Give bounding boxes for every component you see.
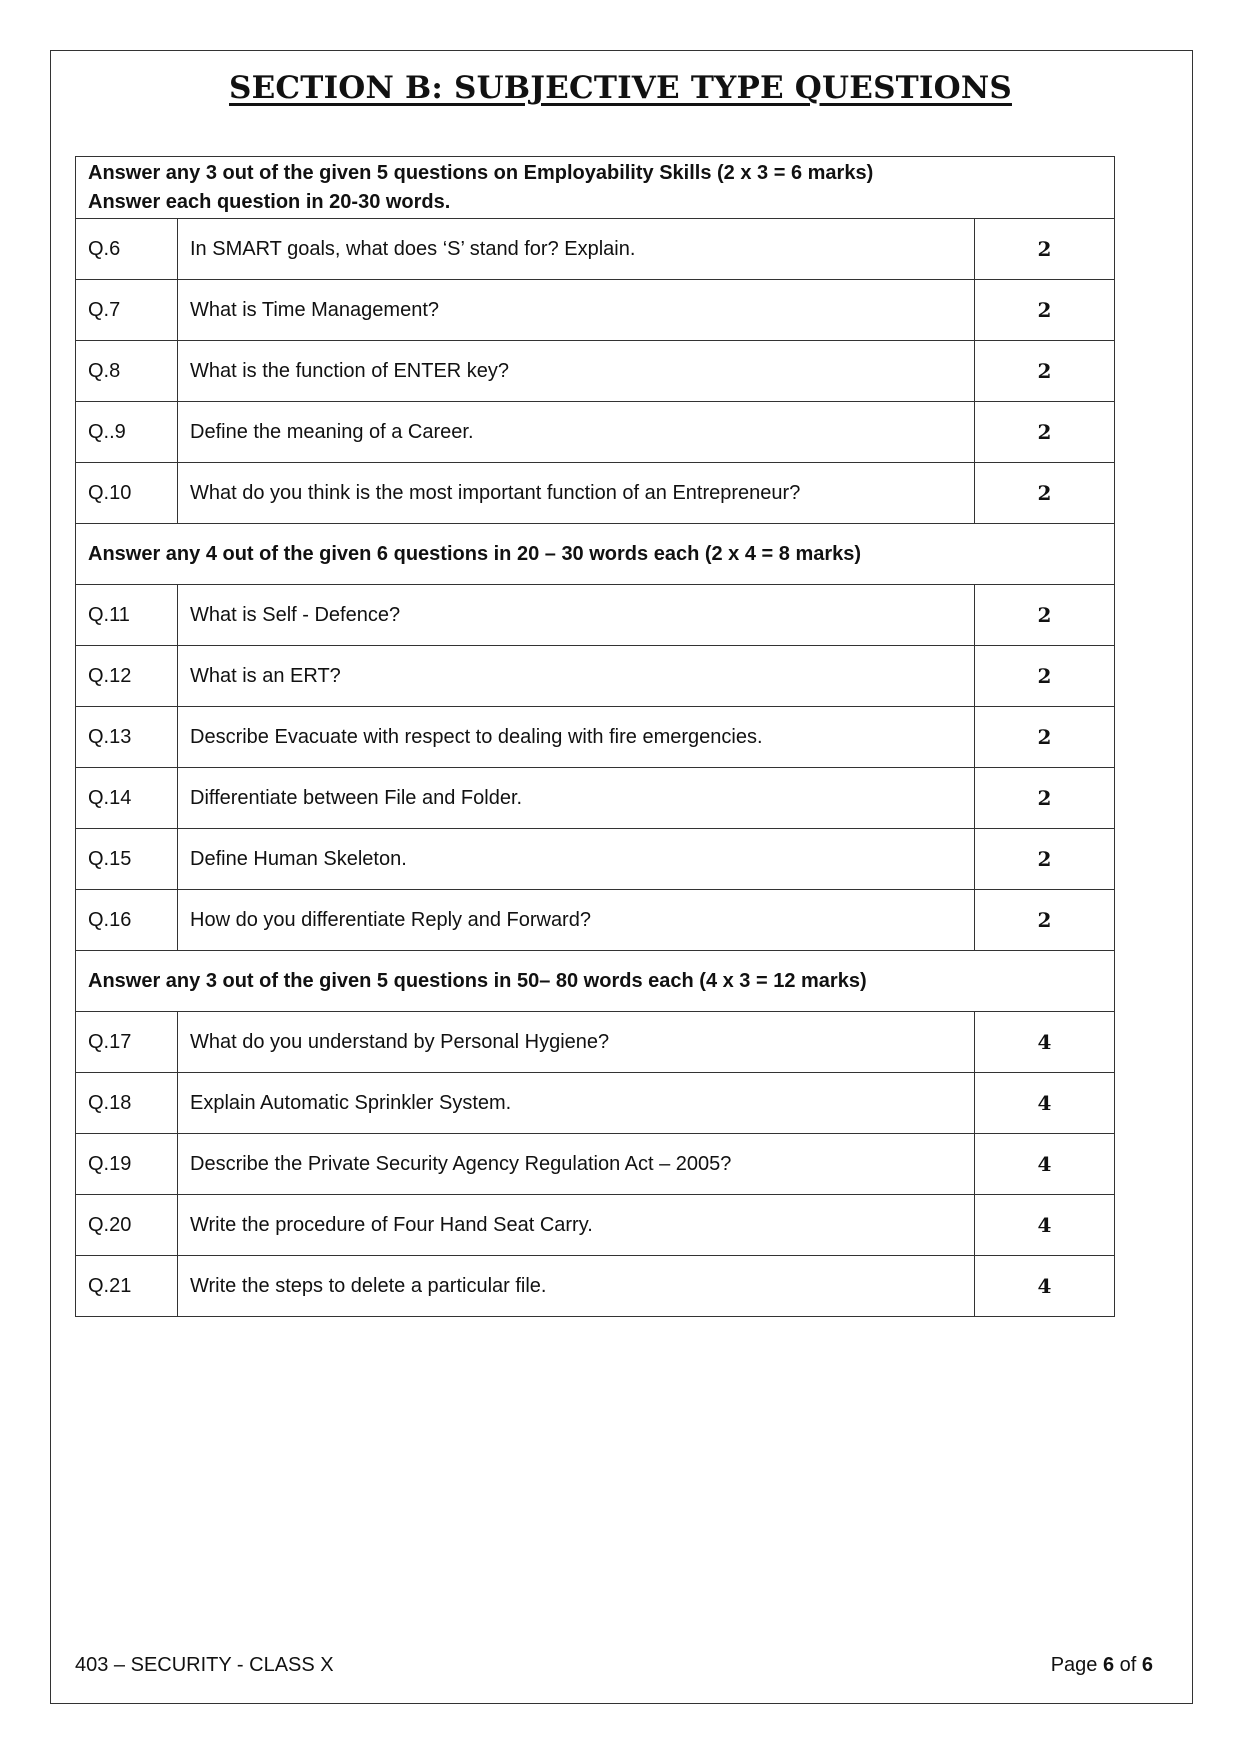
question-number: Q.8 — [76, 341, 178, 402]
question-marks: 2 — [975, 402, 1115, 463]
question-marks: 2 — [975, 829, 1115, 890]
question-marks: 2 — [975, 890, 1115, 951]
table-row — [76, 890, 1115, 951]
question-number: Q..9 — [76, 402, 178, 463]
question-text: How do you differentiate Reply and Forward? — [178, 890, 975, 951]
page-current: 6 — [1102, 1654, 1115, 1676]
question-marks: 2 — [975, 646, 1115, 707]
question-text: Write the steps to delete a particular file. — [178, 1256, 975, 1317]
question-text: Describe Evacuate with respect to dealing with fire emergencies. — [178, 707, 975, 768]
group-header-row — [76, 157, 1115, 219]
table-row — [76, 341, 1115, 402]
question-marks: 2 — [975, 585, 1115, 646]
table-row — [76, 219, 1115, 280]
table-row — [76, 829, 1115, 890]
question-number: Q.20 — [76, 1195, 178, 1256]
table-row — [76, 280, 1115, 341]
group-header: Answer any 3 out of the given 5 questions in 50– 80 words each (4 x 3 = 12 marks) — [76, 951, 1115, 1012]
question-number: Q.6 — [76, 219, 178, 280]
question-number: Q.15 — [76, 829, 178, 890]
table-row — [76, 1134, 1115, 1195]
question-marks: 4 — [975, 1256, 1115, 1317]
table-row — [76, 768, 1115, 829]
table-row — [76, 1195, 1115, 1256]
questions-table — [75, 156, 1115, 1317]
group-header-row — [76, 524, 1115, 585]
group-instruction-sub: Answer each question in 20-30 words. — [88, 190, 451, 213]
page-total: 6 — [1141, 1654, 1153, 1676]
question-text: Define Human Skeleton. — [178, 829, 975, 890]
question-text: Explain Automatic Sprinkler System. — [178, 1073, 975, 1134]
table-row — [76, 463, 1115, 524]
question-marks: 2 — [975, 707, 1115, 768]
question-number: Q.17 — [76, 1012, 178, 1073]
question-number: Q.11 — [76, 585, 178, 646]
question-marks: 4 — [975, 1134, 1115, 1195]
question-marks: 2 — [975, 341, 1115, 402]
question-text: What do you think is the most important function of an Entrepreneur? — [178, 463, 975, 524]
question-text: What is Time Management? — [178, 280, 975, 341]
question-marks: 2 — [975, 280, 1115, 341]
question-marks: 4 — [975, 1073, 1115, 1134]
question-number: Q.14 — [76, 768, 178, 829]
group-header: Answer any 4 out of the given 6 questions in 20 – 30 words each (2 x 4 = 8 marks) — [76, 524, 1115, 585]
group-header — [76, 157, 1115, 219]
page-middle: of — [1114, 1654, 1142, 1676]
question-text: What is Self - Defence? — [178, 585, 975, 646]
group-header-row — [76, 951, 1115, 1012]
question-text: What do you understand by Personal Hygiene? — [178, 1012, 975, 1073]
question-text: Write the procedure of Four Hand Seat Carry. — [178, 1195, 975, 1256]
footer-course-label: 403 – SECURITY - CLASS X — [75, 1654, 334, 1676]
page-prefix: Page — [1050, 1654, 1103, 1676]
question-number: Q.19 — [76, 1134, 178, 1195]
table-row — [76, 1073, 1115, 1134]
question-number: Q.16 — [76, 890, 178, 951]
question-text: In SMART goals, what does ‘S’ stand for? Explain. — [178, 219, 975, 280]
question-marks: 2 — [975, 768, 1115, 829]
question-text: Describe the Private Security Agency Regulation Act – 2005? — [178, 1134, 975, 1195]
section-title: SECTION B: SUBJECTIVE TYPE QUESTIONS — [229, 70, 1012, 106]
question-number: Q.18 — [76, 1073, 178, 1134]
question-number: Q.10 — [76, 463, 178, 524]
question-number: Q.7 — [76, 280, 178, 341]
question-text: Define the meaning of a Career. — [178, 402, 975, 463]
question-number: Q.21 — [76, 1256, 178, 1317]
table-row — [76, 646, 1115, 707]
question-text: What is the function of ENTER key? — [178, 341, 975, 402]
table-row — [76, 707, 1115, 768]
question-marks: 2 — [975, 463, 1115, 524]
question-marks: 4 — [975, 1195, 1115, 1256]
question-marks: 2 — [975, 219, 1115, 280]
table-row — [76, 1012, 1115, 1073]
table-row — [76, 1256, 1115, 1317]
table-row — [76, 402, 1115, 463]
question-text: Differentiate between File and Folder. — [178, 768, 975, 829]
footer-page-number — [1051, 1654, 1153, 1677]
question-text: What is an ERT? — [178, 646, 975, 707]
question-number: Q.12 — [76, 646, 178, 707]
question-marks: 4 — [975, 1012, 1115, 1073]
question-number: Q.13 — [76, 707, 178, 768]
table-row — [76, 585, 1115, 646]
group-instruction: Answer any 3 out of the given 5 questions on Employability Skills (2 x 3 = 6 marks) — [88, 161, 874, 184]
